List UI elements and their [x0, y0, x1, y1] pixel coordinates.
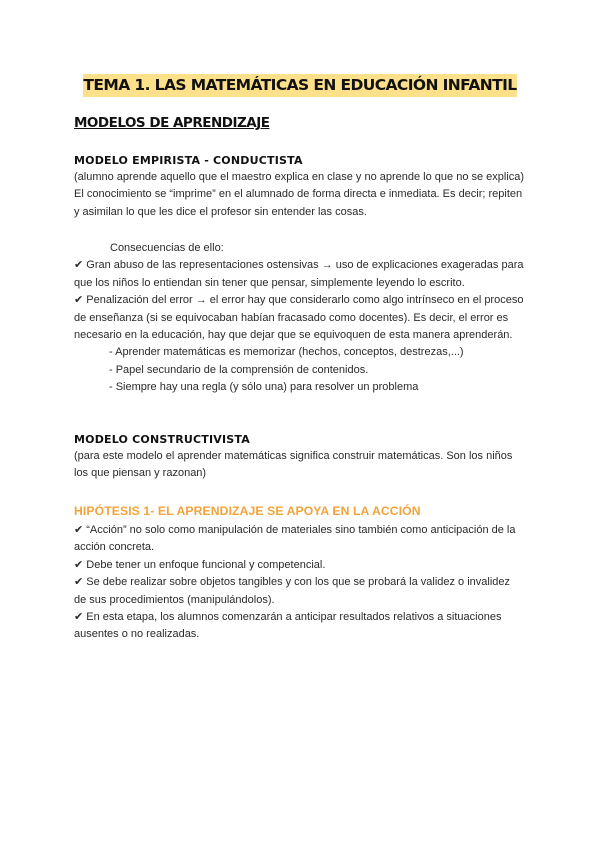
text-line: los que piensan y razonan) — [74, 467, 207, 480]
text-line: (para este modelo el aprender matemáticas significa construir matemáticas. Son los niños — [74, 450, 513, 462]
bullet-line: de enseñanza (si se equivocaban habían fracasado como docentes). Es decir, el error es — [74, 311, 509, 324]
bullet-line: ✔ “Acción” no solo como manipulación de materiales sino también como anticipación de la — [74, 524, 516, 536]
hipotesis-heading: HIPÓTESIS 1- EL APRENDIZAJE SE APOYA EN LA ACCIÓN — [74, 504, 421, 518]
bullet-line: ✔ Penalización del error → el error hay que considerarlo como algo intrínseco en el proceso — [74, 294, 524, 307]
dash-item: - Siempre hay una regla (y sólo una) para resolver un problema — [109, 381, 419, 394]
bullet-line: ✔ En esta etapa, los alumnos comenzarán a anticipar resultados relativos a situaciones — [74, 611, 502, 624]
bullet-line: de sus procedimientos (manipulándolos). — [74, 593, 275, 606]
bullet-line: ausentes o no realizadas. — [74, 628, 200, 641]
empirista-consequences — [74, 240, 534, 397]
constructivista-heading: MODELO CONSTRUCTIVISTA — [74, 433, 250, 446]
title-text: TEMA 1. LAS MATEMÁTICAS EN EDUCACIÓN INFANTIL — [83, 74, 516, 97]
section-heading: MODELOS DE APRENDIZAJE — [74, 115, 270, 131]
text-line: (alumno aprende aquello que el maestro explica en clase y no aprende lo que no se explica) — [74, 171, 525, 183]
hipotesis-body — [74, 522, 534, 644]
bullet-line: acción concreta. — [74, 541, 155, 554]
bullet-line: ✔ Gran abuso de las representaciones ostensivas → uso de explicaciones exageradas para — [74, 259, 524, 272]
dash-item: - Papel secundario de la comprensión de contenidos. — [109, 363, 369, 376]
text-line: El conocimiento se “imprime” en el alumnado de forma directa e inmediata. Es decir; repiten — [74, 188, 523, 201]
bullet-line: ✔ Debe tener un enfoque funcional y competencial. — [74, 558, 326, 571]
constructivista-intro — [74, 448, 534, 483]
text-line: y asimilan lo que les dice el profesor sin entender las cosas. — [74, 205, 367, 218]
page-title — [0, 76, 600, 94]
bullet-line: ✔ Se debe realizar sobre objetos tangibles y con los que se probará la validez o invalidez — [74, 576, 511, 589]
dash-item: - Aprender matemáticas es memorizar (hechos, conceptos, destrezas,...) — [109, 346, 464, 359]
bullet-line: que los niños lo entiendan sin tener que pensar, simplemente leyendo lo escrito. — [74, 276, 465, 289]
empirista-intro — [74, 169, 534, 221]
consequences-label: Consecuencias de ello: — [110, 242, 224, 254]
empirista-heading: MODELO EMPIRISTA - CONDUCTISTA — [74, 154, 303, 167]
bullet-line: necesario en la educación, hay que dejar que se equivoquen de esta manera aprenderán. — [74, 329, 513, 342]
